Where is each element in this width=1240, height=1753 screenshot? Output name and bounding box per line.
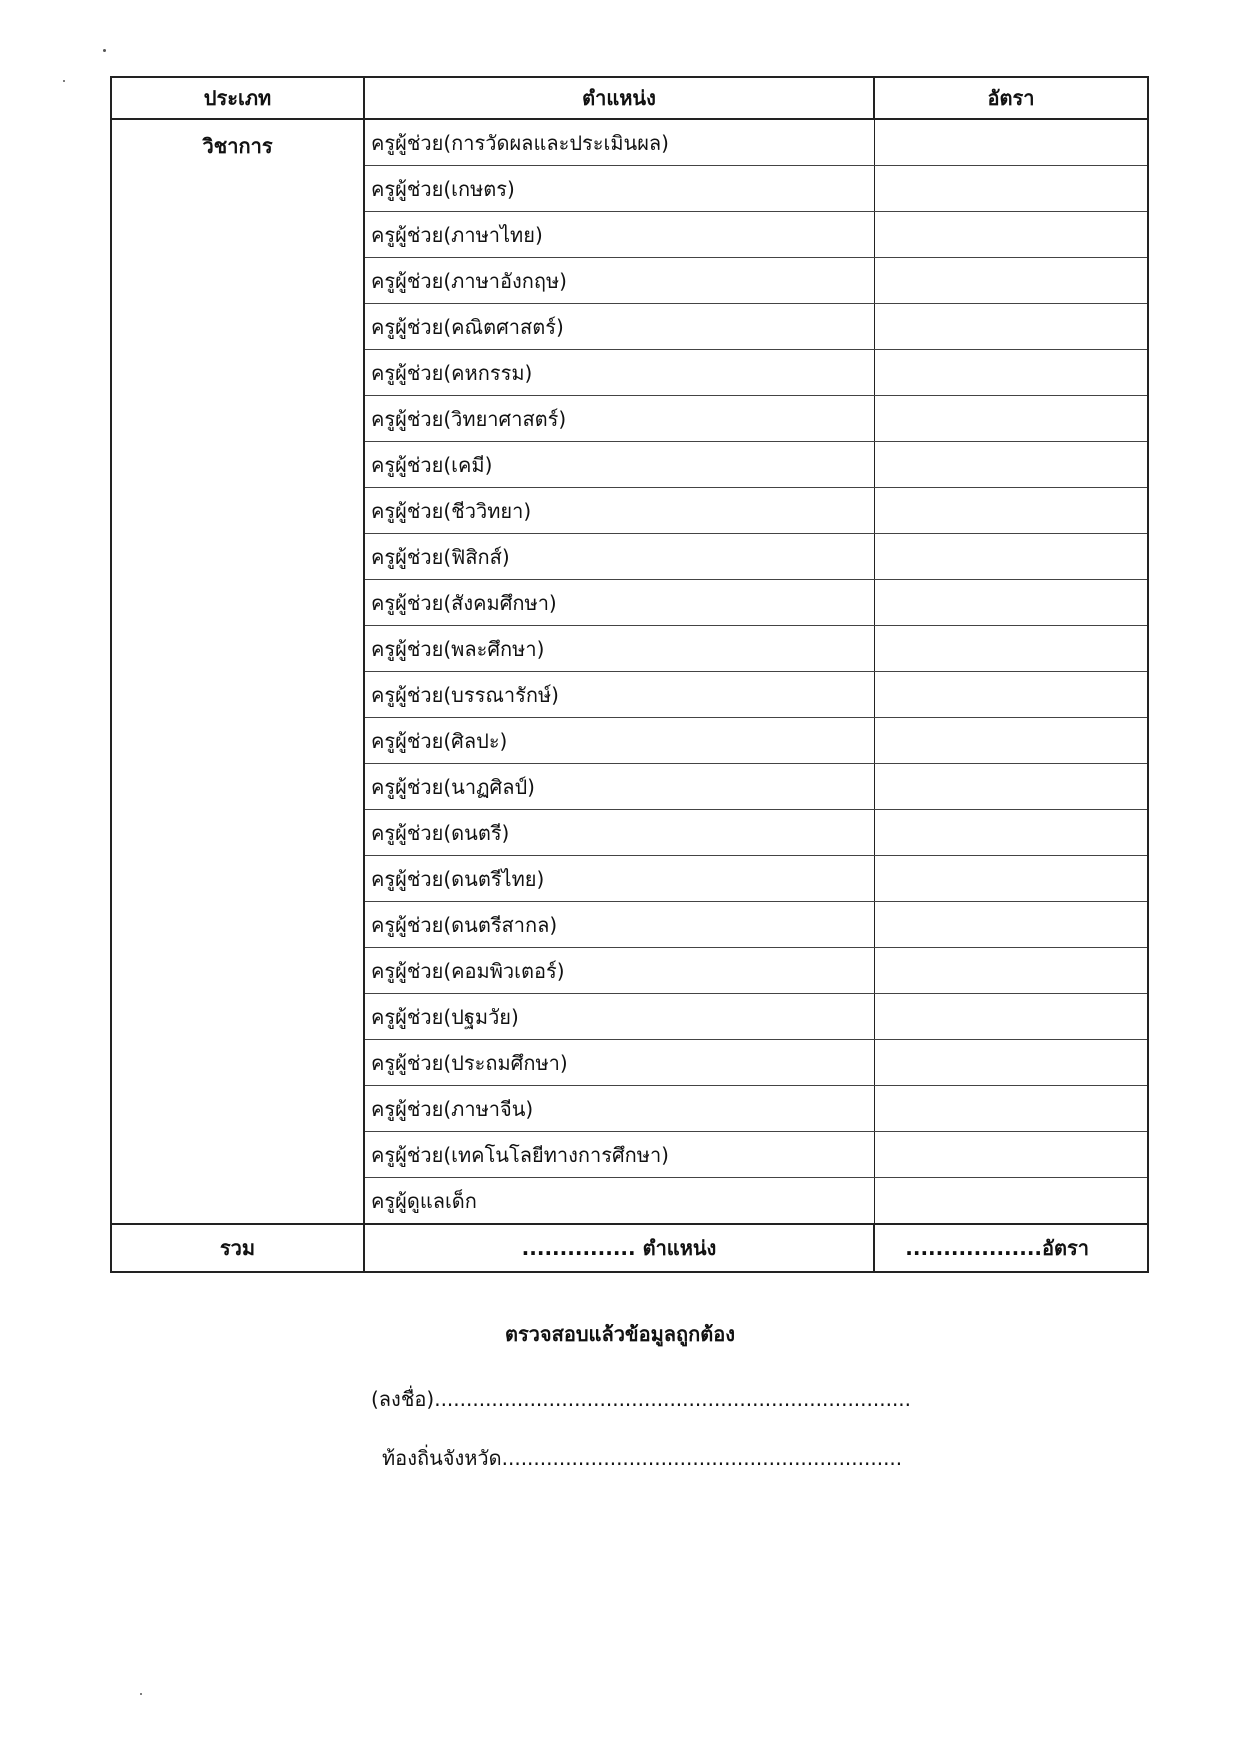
rate-cell: [874, 442, 1148, 488]
position-cell: ครูผู้ช่วย(ปฐมวัย): [364, 994, 874, 1040]
province-official-line: ท้องถิ่นจังหวัด...............................................................: [382, 1446, 903, 1470]
rate-cell: [874, 1132, 1148, 1178]
position-cell: ครูผู้ช่วย(สังคมศึกษา): [364, 580, 874, 626]
table-header-row: [111, 77, 1148, 119]
rate-cell: [874, 672, 1148, 718]
position-cell: ครูผู้ช่วย(คอมพิวเตอร์): [364, 948, 874, 994]
verification-statement: ตรวจสอบแล้วข้อมูลถูกต้อง: [504, 1322, 736, 1346]
rate-cell: [874, 810, 1148, 856]
rate-cell: [874, 580, 1148, 626]
rate-cell: [874, 1178, 1148, 1225]
rate-cell: [874, 626, 1148, 672]
table-body: [111, 119, 1148, 1224]
rate-cell: [874, 764, 1148, 810]
position-cell: ครูผู้ช่วย(พละศึกษา): [364, 626, 874, 672]
total-label: รวม: [111, 1224, 364, 1272]
position-cell: ครูผู้ช่วย(ดนตรีสากล): [364, 902, 874, 948]
rate-cell: [874, 856, 1148, 902]
position-cell: ครูผู้ช่วย(คณิตศาสตร์): [364, 304, 874, 350]
position-cell: ครูผู้ช่วย(ดนตรีไทย): [364, 856, 874, 902]
total-positions: ............... ตำแหน่ง: [364, 1224, 874, 1272]
rate-cell: [874, 534, 1148, 580]
position-cell: ครูผู้ช่วย(ชีววิทยา): [364, 488, 874, 534]
header-rate: อัตรา: [874, 77, 1148, 119]
rate-cell: [874, 488, 1148, 534]
position-cell: ครูผู้ดูแลเด็ก: [364, 1178, 874, 1225]
table-row: [111, 119, 1148, 166]
position-cell: ครูผู้ช่วย(ศิลปะ): [364, 718, 874, 764]
position-cell: ครูผู้ช่วย(การวัดผลและประเมินผล): [364, 119, 874, 166]
position-cell: ครูผู้ช่วย(เทคโนโลยีทางการศึกษา): [364, 1132, 874, 1178]
rate-cell: [874, 396, 1148, 442]
rate-cell: [874, 119, 1148, 166]
rate-cell: [874, 1086, 1148, 1132]
position-cell: ครูผู้ช่วย(ภาษาไทย): [364, 212, 874, 258]
header-position: ตำแหน่ง: [364, 77, 874, 119]
position-cell: ครูผู้ช่วย(ภาษาจีน): [364, 1086, 874, 1132]
position-cell: ครูผู้ช่วย(คหกรรม): [364, 350, 874, 396]
position-cell: ครูผู้ช่วย(บรรณารักษ์): [364, 672, 874, 718]
rate-cell: [874, 718, 1148, 764]
rate-cell: [874, 212, 1148, 258]
scan-speck: [140, 1693, 142, 1695]
position-cell: ครูผู้ช่วย(วิทยาศาสตร์): [364, 396, 874, 442]
signature-line: (ลงชื่อ)...........................................................................: [371, 1387, 912, 1411]
rate-cell: [874, 948, 1148, 994]
scan-speck: [63, 80, 65, 82]
rate-cell: [874, 258, 1148, 304]
position-cell: ครูผู้ช่วย(ฟิสิกส์): [364, 534, 874, 580]
positions-table: [110, 76, 1149, 1273]
rate-cell: [874, 350, 1148, 396]
total-rate: ..................อัตรา: [874, 1224, 1148, 1272]
position-cell: ครูผู้ช่วย(ภาษาอังกฤษ): [364, 258, 874, 304]
rate-cell: [874, 166, 1148, 212]
total-row: [111, 1224, 1148, 1272]
position-cell: ครูผู้ช่วย(นาฏศิลป์): [364, 764, 874, 810]
position-cell: ครูผู้ช่วย(เกษตร): [364, 166, 874, 212]
header-type: ประเภท: [111, 77, 364, 119]
category-cell: วิชาการ: [111, 119, 364, 1224]
rate-cell: [874, 1040, 1148, 1086]
scan-speck: [103, 49, 106, 52]
position-cell: ครูผู้ช่วย(ประถมศึกษา): [364, 1040, 874, 1086]
position-cell: ครูผู้ช่วย(ดนตรี): [364, 810, 874, 856]
rate-cell: [874, 994, 1148, 1040]
rate-cell: [874, 902, 1148, 948]
position-cell: ครูผู้ช่วย(เคมี): [364, 442, 874, 488]
rate-cell: [874, 304, 1148, 350]
